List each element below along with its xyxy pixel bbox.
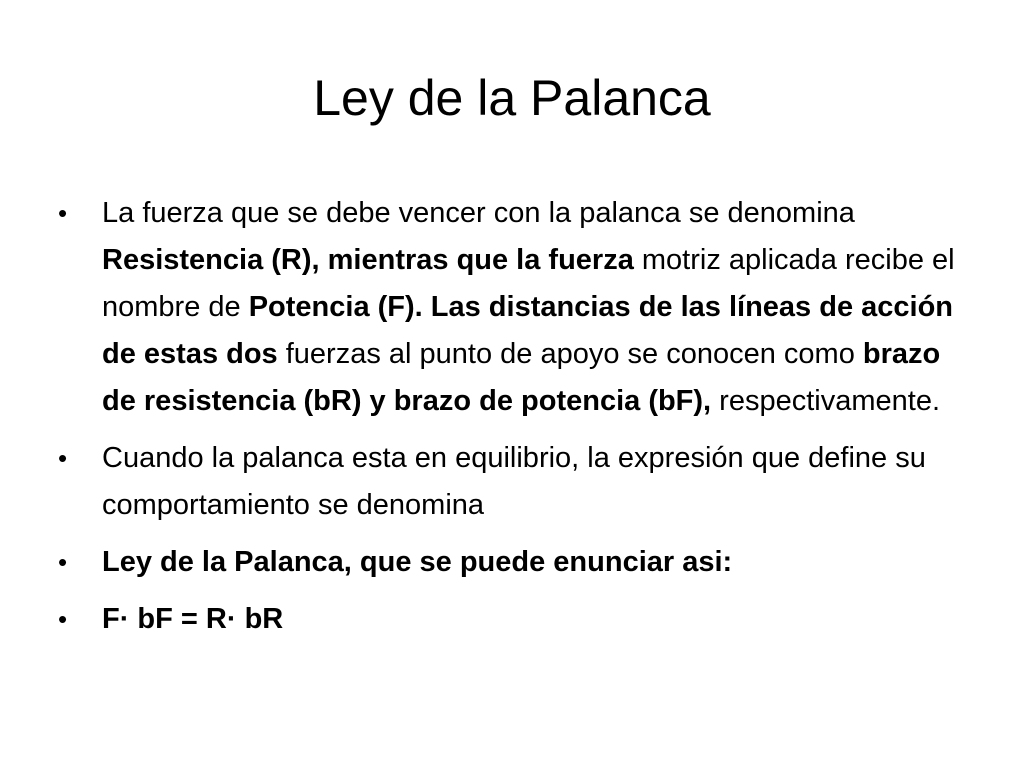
bullet-item-4 — [58, 596, 968, 643]
bullet-text-3 — [102, 546, 732, 578]
slide-title: Ley de la Palanca — [313, 70, 711, 126]
bullet-item-1 — [58, 190, 968, 425]
bullet-dot-icon: • — [58, 443, 68, 473]
bullet-list — [58, 190, 968, 653]
bullet-text-1 — [102, 197, 955, 417]
text-segment-bold: brazo de resistencia (bR) y brazo de potencia (bF), — [102, 338, 941, 417]
text-segment: motriz aplicada recibe el nombre de — [102, 244, 955, 323]
text-segment: respectivamente. — [711, 385, 941, 417]
formula: F· bF = R· bR — [102, 603, 284, 635]
bullet-dot-icon: • — [58, 547, 68, 577]
bullet-item-3 — [58, 539, 968, 586]
text-segment: fuerzas al punto de apoyo se conocen como — [277, 338, 863, 370]
text-segment-bold: Potencia (F). Las distancias de las líneas de acción de estas dos — [102, 291, 954, 370]
bullet-text-4 — [102, 603, 283, 635]
bullet-text-2 — [102, 442, 926, 521]
bullet-dot-icon: • — [58, 604, 68, 634]
text-segment-bold: Resistencia (R), mientras que la fuerza — [102, 244, 634, 276]
text-segment: Cuando la palanca esta en equilibrio, la expresión que define su comportamiento se denomina — [102, 442, 926, 521]
bullet-item-2 — [58, 435, 968, 529]
bullet-dot-icon: • — [58, 198, 68, 228]
text-segment-bold: Ley de la Palanca, que se puede enunciar asi: — [102, 546, 733, 578]
text-segment: La fuerza que se debe vencer con la palanca se denomina — [102, 197, 855, 229]
